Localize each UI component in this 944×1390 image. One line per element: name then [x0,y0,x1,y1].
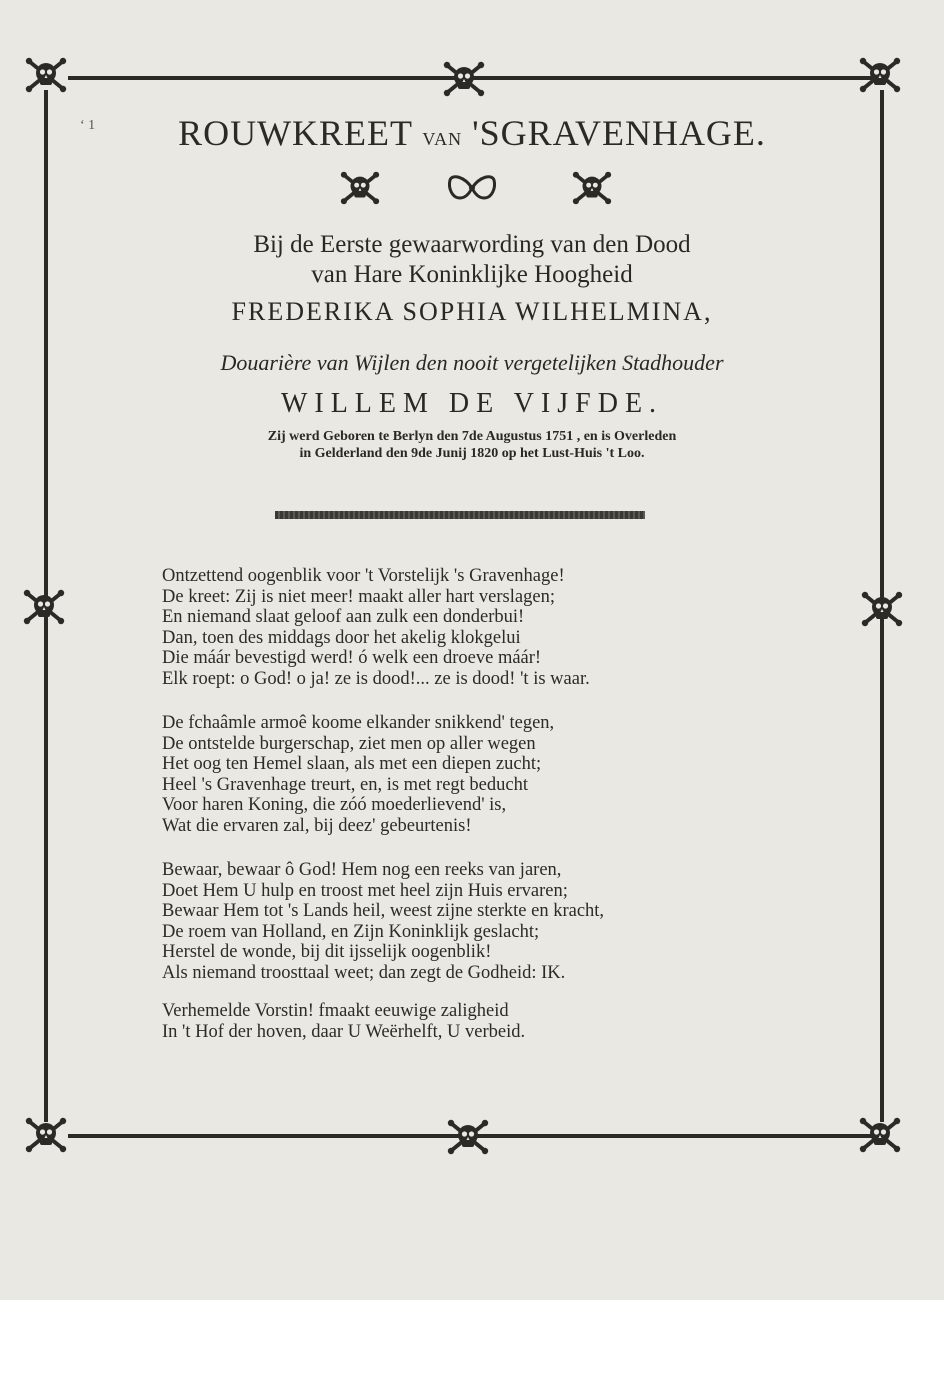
skull-ornament-icon [566,170,618,206]
title-place: 'SGRAVENHAGE. [472,113,766,153]
stanza-3 [162,860,802,983]
stanza-2 [162,713,802,836]
poem-line: Bewaar, bewaar ô God! Hem nog een reeks van jaren, [162,860,562,880]
skull-crossbones-icon [24,1116,68,1154]
willem-line: WILLEM DE VIJFDE. [280,388,664,419]
royal-name: FREDERIKA SOPHIA WILHELMINA, [231,297,713,326]
bow-ornament-icon [446,170,498,206]
page-title [100,112,844,154]
poem-line: Wat die ervaren zal, bij deez' gebeurtenis! [162,815,472,836]
skull-crossbones-icon [858,56,902,94]
birth-death-note [100,428,844,462]
poem-line: De kreet: Zij is niet meer! maakt aller hart verslagen; [162,586,555,607]
skull-ornament-icon [334,170,386,206]
poem-line: Het oog ten Hemel slaan, als met een diepen zucht; [162,754,542,774]
poem-line: Elk roept: o God! o ja! ze is dood!... ze is dood! 't is waar. [162,668,590,689]
skull-crossbones-icon [22,588,66,626]
poem-line: Als niemand troosttaal weet; dan zegt de Godheid: IK. [162,962,566,983]
subtitle-line-1: Bij de Eerste gewaarwording van den Dood [253,231,691,258]
poem-line: En niemand slaat geloof aan zulk een donderbui! [162,607,525,627]
skull-crossbones-icon [442,60,486,98]
title-van: VAN [422,129,463,149]
subtitle-intro [100,230,844,290]
poem-line: Die máár bevestigd werd! ó welk een droeve máár! [162,648,542,668]
subtitle-line-2: van Hare Koninklijke Hoogheid [311,261,633,288]
poem-line: Ontzettend oogenblik voor 't Vorstelijk 's Gravenhage! [162,566,565,586]
poem-line: Doet Hem U hulp en troost met heel zijn Huis ervaren; [162,880,568,901]
poem-line: In 't Hof der hoven, daar U Weërhelft, U verbeid. [162,1021,526,1042]
poem-line: Verhemelde Vorstin! fmaakt eeuwige zaligheid [162,1001,509,1021]
stanza-1 [162,566,802,689]
skull-crossbones-icon [446,1118,490,1156]
poem-line: Herstel de wonde, bij dit ijsselijk oogenblik! [162,942,492,962]
poem-line: De ontstelde burgerschap, ziet men op aller wegen [162,733,536,754]
poem-line: Bewaar Hem tot 's Lands heil, weest zijne sterkte en kracht, [162,901,605,921]
skull-crossbones-icon [858,1116,902,1154]
poem-line: Dan, toen des middags door het akelig klokgelui [162,627,521,648]
poem-line: Voor haren Koning, die zóó moederlievend' is, [162,795,507,815]
divider-rule [275,511,645,519]
poem-line: Heel 's Gravenhage treurt, en, is met regt beducht [162,774,528,795]
title-main: ROUWKREET [178,113,413,153]
skull-crossbones-icon [860,590,904,628]
poem-line: De fchaâmle armoê koome elkander snikkend' tegen, [162,713,555,733]
death-line: in Gelderland den 9de Junij 1820 op het Lust-Huis 't Loo. [299,446,645,461]
corner-mark: ‘ 1 [80,118,96,133]
birth-line: Zij werd Geboren te Berlyn den 7de Augustus 1751 , en is Overleden [267,429,677,444]
skull-crossbones-icon [24,56,68,94]
poem-body [162,566,802,1066]
poem-line: De roem van Holland, en Zijn Koninklijk geslacht; [162,921,540,942]
douariere-line: Douarière van Wijlen den nooit vergetelijken Stadhouder [220,350,724,375]
stanza-4 [162,1001,802,1042]
